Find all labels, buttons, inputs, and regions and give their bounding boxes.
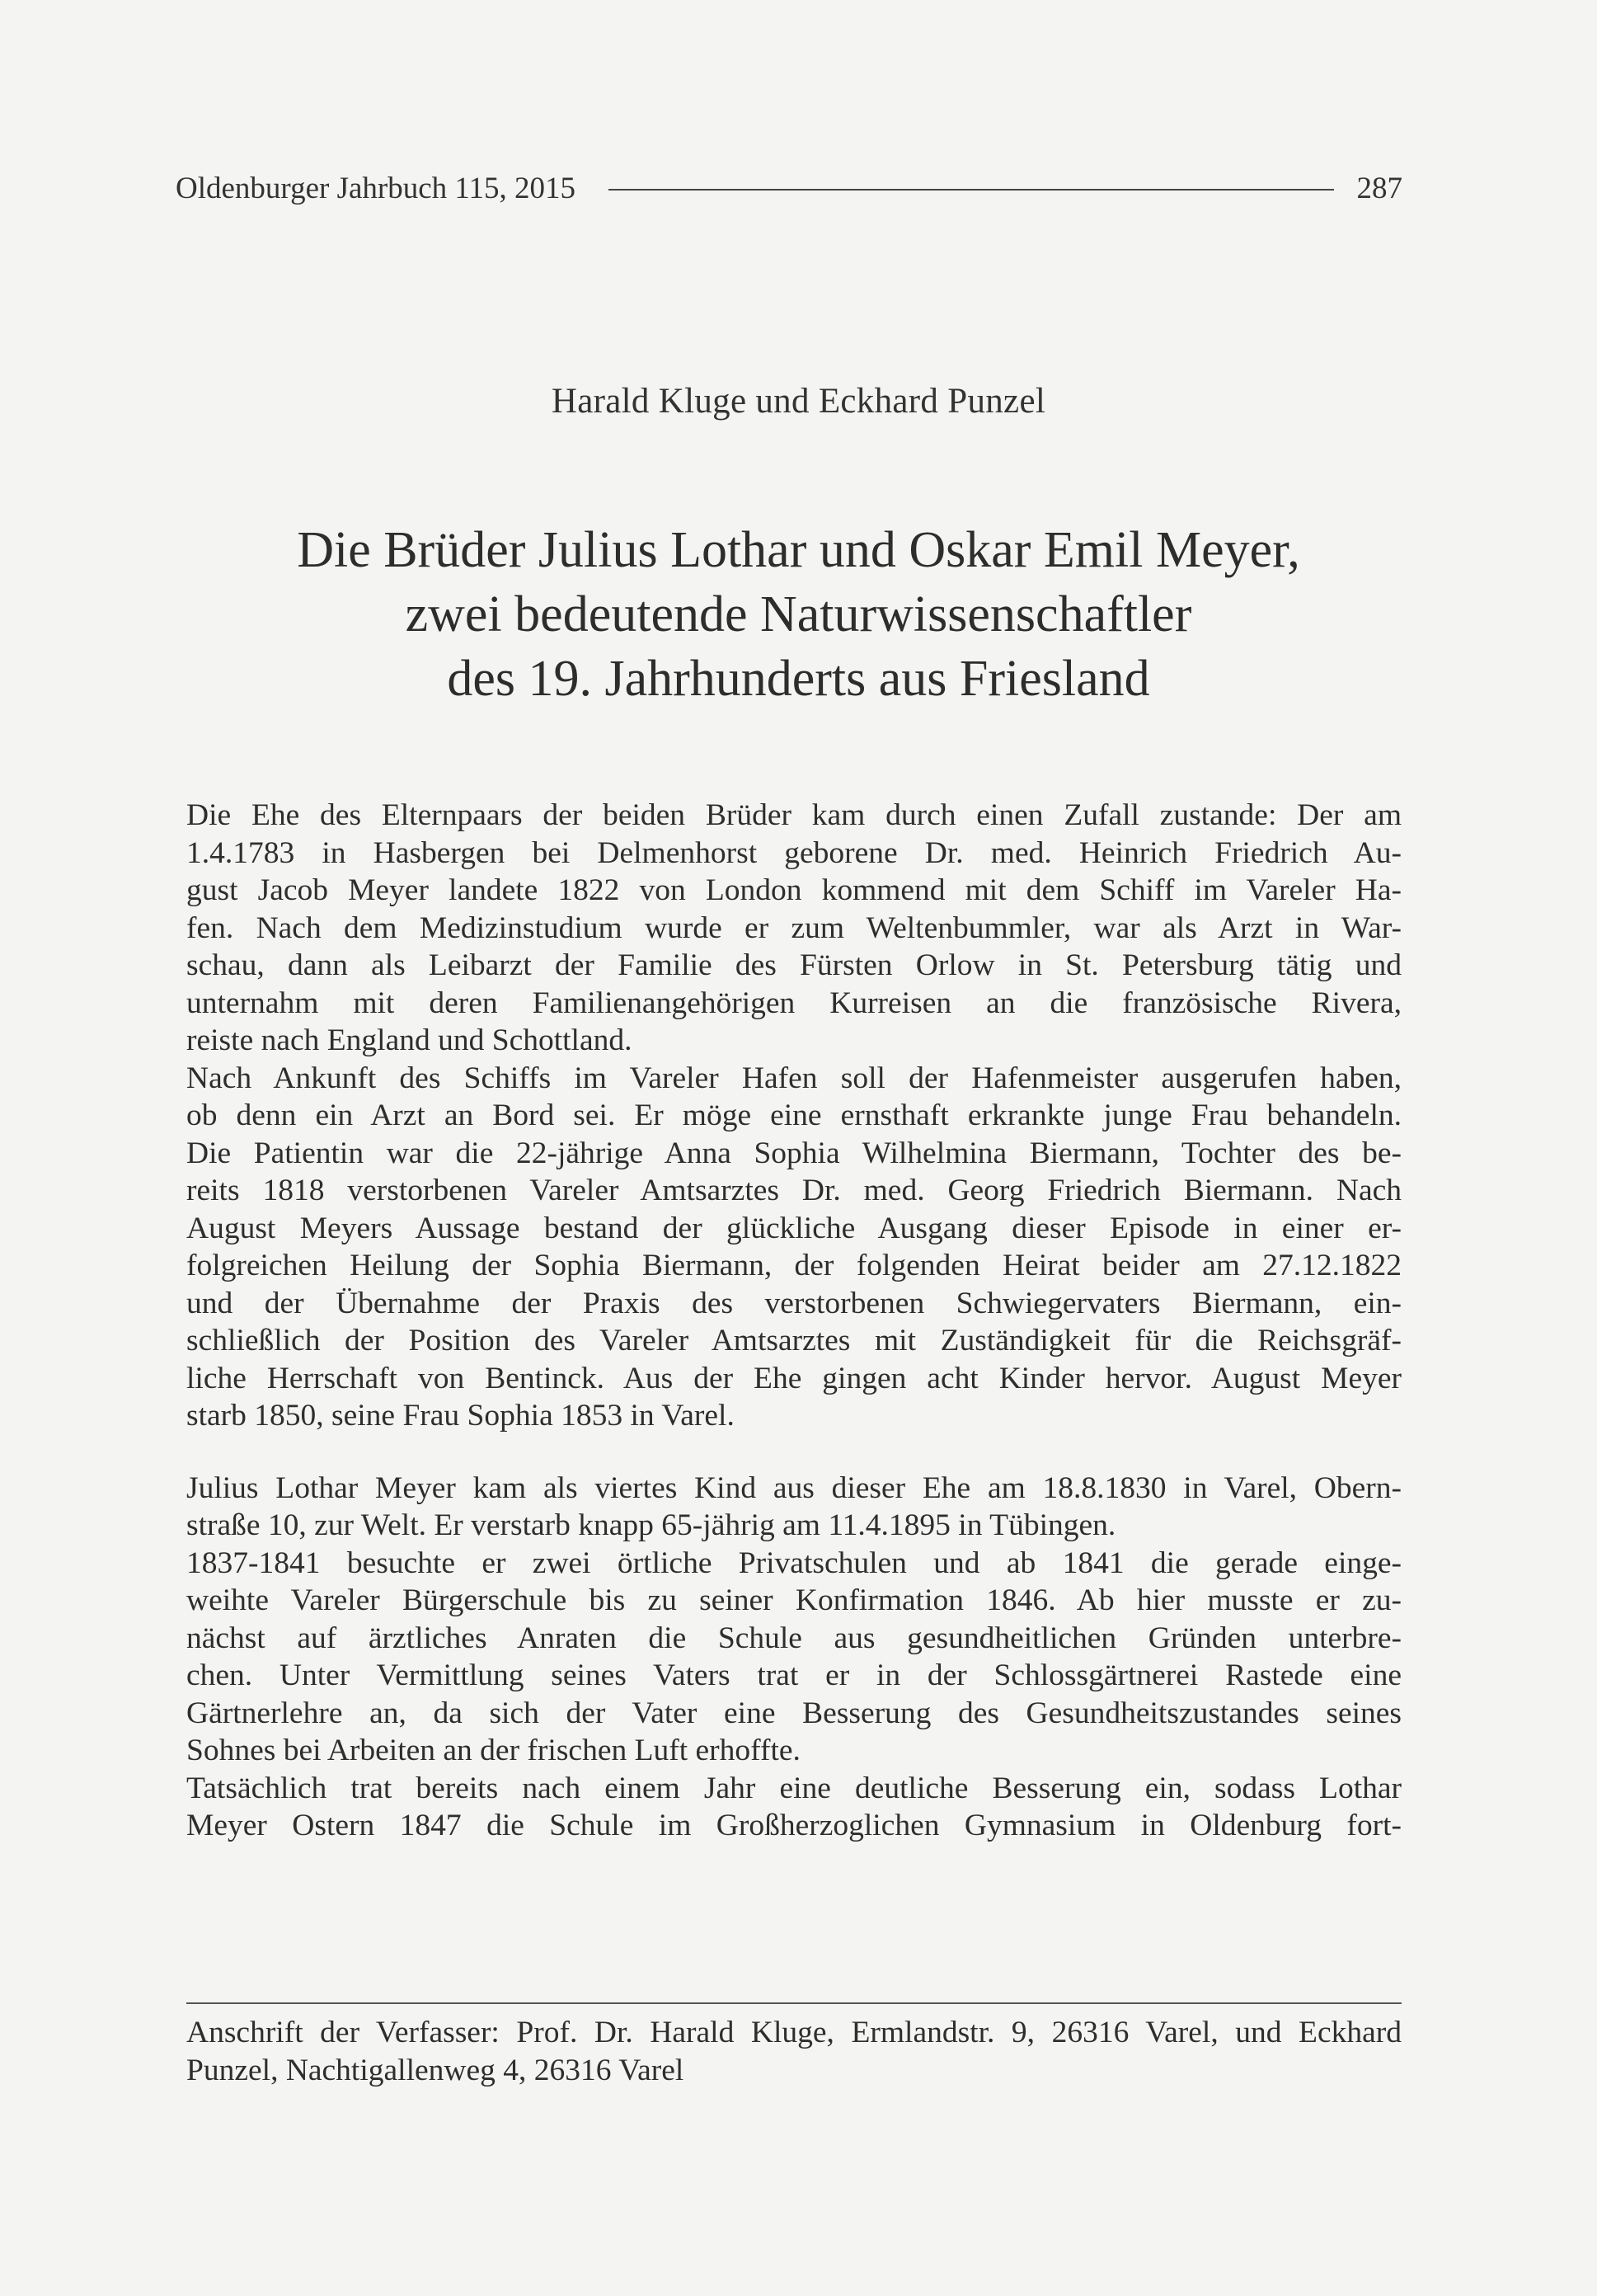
article-authors: Harald Kluge und Eckhard Punzel bbox=[551, 382, 1046, 421]
body-line: fen. Nach dem Medizinstudium wurde er zum Weltenbummler, war als Arzt in War- bbox=[186, 910, 1402, 945]
footnote-rule bbox=[186, 2002, 1402, 2004]
paragraph-gap bbox=[186, 1435, 1402, 1470]
article-body bbox=[186, 797, 1402, 1845]
title-line: zwei bedeutende Naturwissenschaftler bbox=[405, 586, 1192, 642]
body-line: Die Ehe des Elternpaars der beiden Brüder kam durch einen Zufall zustande: Der am bbox=[186, 798, 1402, 832]
body-line: weihte Vareler Bürgerschule bis zu seiner Konfirmation 1846. Ab hier musste er zu- bbox=[186, 1583, 1402, 1617]
body-line: Gärtnerlehre an, da sich der Vater eine Besserung des Gesundheitszustandes seines bbox=[186, 1696, 1402, 1730]
body-line: 1837-1841 besuchte er zwei örtliche Privatschulen und ab 1841 die gerade einge- bbox=[186, 1546, 1402, 1580]
title-line: Die Brüder Julius Lothar und Oskar Emil Meyer, bbox=[297, 522, 1300, 578]
article-title bbox=[0, 518, 1597, 711]
body-line: 1.4.1783 in Hasbergen bei Delmenhorst geborene Dr. med. Heinrich Friedrich Au- bbox=[186, 835, 1402, 870]
body-line: reiste nach England und Schottland. bbox=[186, 1023, 632, 1057]
body-line: gust Jacob Meyer landete 1822 von London kommend mit dem Schiff im Vareler Ha- bbox=[186, 873, 1402, 907]
page-number: 287 bbox=[1356, 171, 1402, 205]
running-head bbox=[176, 163, 1402, 213]
footnote-line: Punzel, Nachtigallenweg 4, 26316 Varel bbox=[186, 2053, 684, 2087]
footnote-line: Anschrift der Verfasser: Prof. Dr. Harald Kluge, Ermlandstr. 9, 26316 Varel, und Eckhard bbox=[186, 2016, 1402, 2049]
body-line: folgreichen Heilung der Sophia Biermann, der folgenden Heirat beider am 27.12.1822 bbox=[186, 1249, 1402, 1282]
body-line: schau, dann als Leibarzt der Familie des Fürsten Orlow in St. Petersburg tätig und bbox=[186, 948, 1402, 982]
body-line: liche Herrschaft von Bentinck. Aus der Ehe gingen acht Kinder hervor. August Meyer bbox=[186, 1361, 1402, 1395]
body-line: schließlich der Position des Vareler Amtsarztes mit Zuständigkeit für die Reichsgräf- bbox=[186, 1324, 1402, 1357]
body-line: und der Übernahme der Praxis des verstorbenen Schwiegervaters Biermann, ein- bbox=[186, 1286, 1402, 1320]
body-line: August Meyers Aussage bestand der glückliche Ausgang dieser Episode in einer er- bbox=[186, 1211, 1402, 1245]
author-address-footnote bbox=[186, 2014, 1402, 2089]
body-line: nächst auf ärztliches Anraten die Schule aus gesundheitlichen Gründen unterbre- bbox=[186, 1621, 1402, 1655]
body-line: ob denn ein Arzt an Bord sei. Er möge eine ernsthaft erkrankte junge Frau behandeln. bbox=[186, 1099, 1402, 1132]
body-line: Meyer Ostern 1847 die Schule im Großherzoglichen Gymnasium in Oldenburg fort- bbox=[186, 1809, 1402, 1842]
body-line: Nach Ankunft des Schiffs im Vareler Hafen soll der Hafenmeister ausgerufen haben, bbox=[186, 1061, 1402, 1095]
journal-title: Oldenburger Jahrbuch 115, 2015 bbox=[176, 171, 576, 205]
body-line: Tatsächlich trat bereits nach einem Jahr eine deutliche Besserung ein, sodass Lothar bbox=[186, 1771, 1402, 1805]
header-rule bbox=[608, 189, 1333, 191]
body-line: starb 1850, seine Frau Sophia 1853 in Varel. bbox=[186, 1399, 735, 1433]
body-line: reits 1818 verstorbenen Vareler Amtsarztes Dr. med. Georg Friedrich Biermann. Nach bbox=[186, 1174, 1402, 1207]
body-line: Julius Lothar Meyer kam als viertes Kind aus dieser Ehe am 18.8.1830 in Varel, Obern- bbox=[186, 1470, 1402, 1505]
body-line: unternahm mit deren Familienangehörigen Kurreisen an die französische Rivera, bbox=[186, 986, 1402, 1020]
body-line: Sohnes bei Arbeiten an der frischen Luft erhoffte. bbox=[186, 1734, 801, 1767]
body-line: straße 10, zur Welt. Er verstarb knapp 65-jährig am 11.4.1895 in Tübingen. bbox=[186, 1508, 1116, 1542]
body-line: chen. Unter Vermittlung seines Vaters trat er in der Schlossgärtnerei Rastede eine bbox=[186, 1658, 1402, 1692]
title-line: des 19. Jahrhunderts aus Friesland bbox=[447, 651, 1150, 707]
body-line: Die Patientin war die 22-jährige Anna Sophia Wilhelmina Biermann, Tochter des be- bbox=[186, 1136, 1402, 1170]
